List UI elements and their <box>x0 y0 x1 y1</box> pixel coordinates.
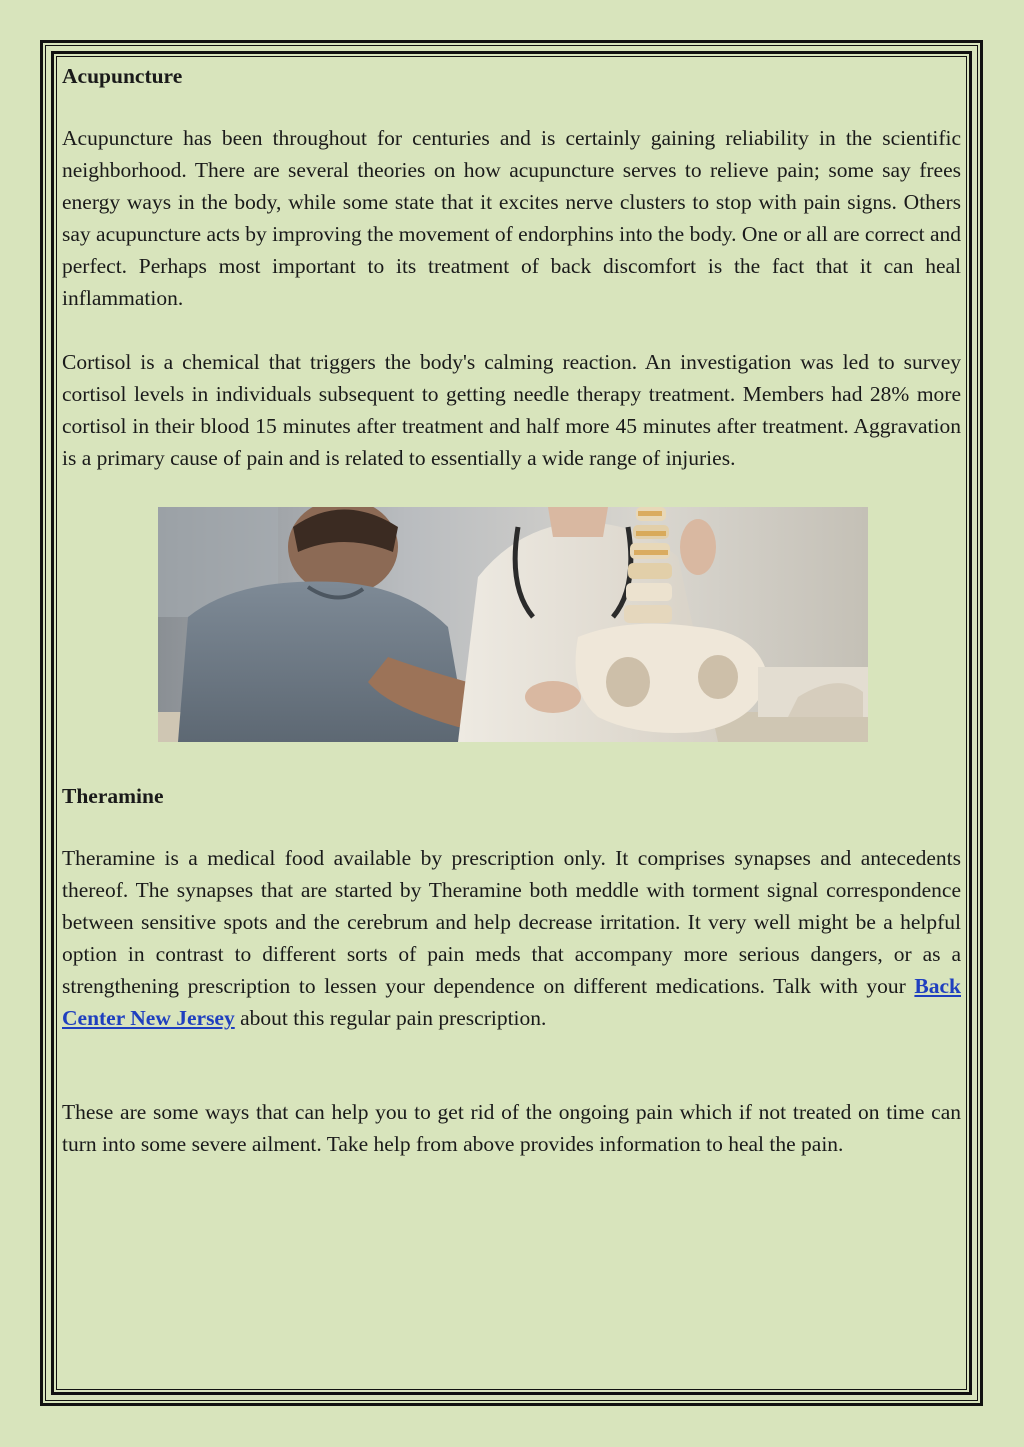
document-content <box>62 58 961 1160</box>
doctor-patient-spine-photo <box>158 507 868 742</box>
section-heading-acupuncture: Acupuncture <box>62 64 183 88</box>
section-heading-theramine: Theramine <box>62 784 164 808</box>
paragraph-theramine-text-end: about this regular pain prescription. <box>234 1006 547 1030</box>
paragraph-theramine <box>62 842 961 1034</box>
paragraph-closing: These are some ways that can help you to get rid of the ongoing pain which if not treated on time can turn into some severe ailment. Take help from above provides information to heal the pain. <box>62 1100 961 1156</box>
paragraph-acupuncture-1: Acupuncture has been throughout for centuries and is certainly gaining reliability in the scientific neighborhood. There are several theories on how acupuncture serves to relieve pain; some say frees energy ways in the body, while some state that it excites nerve clusters to stop with pain signs. Others say acupuncture acts by improving the movement of endorphins into the body. One or all are correct and perfect. Perhaps most important to its treatment of back discomfort is the fact that it can heal inflammation. <box>62 126 961 310</box>
paragraph-acupuncture-2: Cortisol is a chemical that triggers the body's calming reaction. An investigation was led to survey cortisol levels in individuals subsequent to getting needle therapy treatment. Members had 28% more cortisol in their blood 15 minutes after treatment and half more 45 minutes after treatment. Aggravation is a primary cause of pain and is related to essentially a wide range of injuries. <box>62 350 961 470</box>
paragraph-theramine-text: Theramine is a medical food available by prescription only. It comprises synapses and antecedents thereof. The synapses that are started by Theramine both meddle with torment signal correspondence between sensitive spots and the cerebrum and help decrease irritation. It very well might be a helpful option in contrast to different sorts of pain meds that accompany more serious dangers, or as a strengthening prescription to lessen your dependence on different medications. Talk with your <box>62 846 961 998</box>
back-center-new-jersey-link[interactable]: Back Center New Jersey <box>62 974 961 1030</box>
